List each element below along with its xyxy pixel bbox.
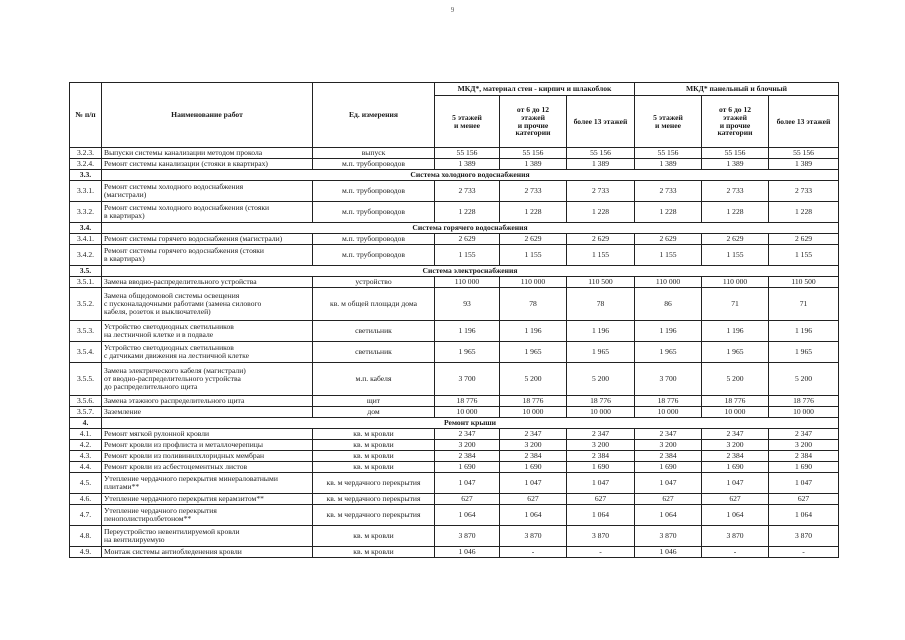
price-cell: 1 228	[435, 202, 500, 223]
unit-of-measure: м.п. кабеля	[313, 363, 435, 396]
row-number: 3.5.	[70, 266, 102, 277]
price-cell: 2 384	[769, 451, 839, 462]
price-cell: 2 347	[769, 429, 839, 440]
price-cell: 18 776	[500, 396, 567, 407]
price-cell: 1 690	[500, 462, 567, 473]
price-cell: 2 629	[500, 234, 567, 245]
row-number: 4.9.	[70, 547, 102, 558]
work-name: Переустройство невентилируемой кровли на вентилируемую	[102, 526, 313, 547]
price-cell: 10 000	[635, 407, 702, 418]
table-row	[70, 429, 839, 440]
price-cell: 2 384	[567, 451, 635, 462]
price-cell: 1 389	[567, 159, 635, 170]
header-name: Наименование работ	[102, 83, 313, 148]
row-number: 3.3.	[70, 170, 102, 181]
price-cell: 5 200	[769, 363, 839, 396]
price-cell: 1 155	[567, 245, 635, 266]
work-name: Ремонт системы холодного водоснабжения (стояки в квартирах)	[102, 202, 313, 223]
price-cell: 1 047	[635, 473, 702, 494]
price-cell: 10 000	[702, 407, 769, 418]
work-name: Заземление	[102, 407, 313, 418]
price-cell: 110 000	[635, 277, 702, 288]
section-title: Система электроснабжения	[102, 266, 839, 277]
row-number: 4.	[70, 418, 102, 429]
price-cell: 71	[702, 288, 769, 321]
price-cell: 18 776	[567, 396, 635, 407]
row-number: 3.5.1.	[70, 277, 102, 288]
price-cell: 1 064	[567, 505, 635, 526]
work-name: Устройство светодиодных светильников на лестничной клетке и в подвале	[102, 321, 313, 342]
price-cell: 1 047	[769, 473, 839, 494]
work-name: Утепление чердачного перекрытия керамзитом**	[102, 494, 313, 505]
header-sub-5: от 6 до 12 этажей и прочие категории	[702, 96, 769, 148]
price-cell: 1 965	[769, 342, 839, 363]
unit-of-measure: кв. м чердачного перекрытия	[313, 473, 435, 494]
table-row	[70, 547, 839, 558]
table-row	[70, 462, 839, 473]
work-name: Ремонт системы холодного водоснабжения (магистрали)	[102, 181, 313, 202]
table-row	[70, 407, 839, 418]
work-name: Замена электрического кабеля (магистрали) от вводно-распределительного устройства до распределительного щита	[102, 363, 313, 396]
price-cell: 5 200	[567, 363, 635, 396]
row-number: 3.2.4.	[70, 159, 102, 170]
table-row	[70, 526, 839, 547]
price-cell: 1 155	[702, 245, 769, 266]
price-cell: 3 870	[702, 526, 769, 547]
price-cell: 1 064	[435, 505, 500, 526]
row-number: 4.1.	[70, 429, 102, 440]
price-cell: 1 389	[702, 159, 769, 170]
price-cell: -	[702, 547, 769, 558]
table-row	[70, 245, 839, 266]
work-name: Монтаж системы антиобледенения кровли	[102, 547, 313, 558]
price-cell: 2 347	[567, 429, 635, 440]
price-cell: 55 156	[567, 148, 635, 159]
header-sub-2: от 6 до 12 этажей и прочие категории	[500, 96, 567, 148]
table-row	[70, 234, 839, 245]
price-cell: 18 776	[702, 396, 769, 407]
page-number: 9	[450, 6, 455, 14]
price-cell: 1 389	[769, 159, 839, 170]
row-number: 3.3.1.	[70, 181, 102, 202]
price-cell: 2 733	[702, 181, 769, 202]
price-cell: 627	[769, 494, 839, 505]
price-cell: 3 200	[435, 440, 500, 451]
unit-of-measure: дом	[313, 407, 435, 418]
price-cell: -	[567, 547, 635, 558]
work-name: Ремонт кровли из поливинилхлоридных мембран	[102, 451, 313, 462]
row-number: 4.8.	[70, 526, 102, 547]
price-cell: 55 156	[702, 148, 769, 159]
price-cell: 1 690	[702, 462, 769, 473]
price-cell: 1 228	[769, 202, 839, 223]
price-cell: 3 700	[635, 363, 702, 396]
price-cell: 2 733	[769, 181, 839, 202]
unit-of-measure: выпуск	[313, 148, 435, 159]
work-name: Ремонт мягкой рулонной кровли	[102, 429, 313, 440]
table-header	[70, 83, 839, 148]
price-cell: 1 389	[435, 159, 500, 170]
price-cell: 3 870	[769, 526, 839, 547]
price-cell: 1 228	[567, 202, 635, 223]
price-cell: 3 870	[435, 526, 500, 547]
row-number: 4.2.	[70, 440, 102, 451]
work-name: Устройство светодиодных светильников с датчиками движения на лестничной клетке	[102, 342, 313, 363]
table-row	[70, 288, 839, 321]
price-cell: 1 196	[435, 321, 500, 342]
work-name: Замена этажного распределительного щита	[102, 396, 313, 407]
price-cell: 1 196	[769, 321, 839, 342]
price-cell: 1 389	[500, 159, 567, 170]
price-cell: 1 690	[567, 462, 635, 473]
row-number: 3.2.3.	[70, 148, 102, 159]
price-cell: 110 000	[702, 277, 769, 288]
price-cell: 2 733	[500, 181, 567, 202]
price-cell: 1 064	[769, 505, 839, 526]
price-cell: 10 000	[567, 407, 635, 418]
price-cell: 3 200	[500, 440, 567, 451]
work-name: Ремонт системы горячего водоснабжения (стояки в квартирах)	[102, 245, 313, 266]
price-cell: 5 200	[702, 363, 769, 396]
unit-of-measure: м.п. трубопроводов	[313, 159, 435, 170]
work-name: Утепление чердачного перекрытия пенополистиролбетоном**	[102, 505, 313, 526]
price-cell: 71	[769, 288, 839, 321]
header-sub-4: 5 этажей и менее	[635, 96, 702, 148]
row-number: 3.4.1.	[70, 234, 102, 245]
price-cell: 55 156	[500, 148, 567, 159]
price-cell: 2 384	[635, 451, 702, 462]
unit-of-measure: светильник	[313, 342, 435, 363]
price-cell: 3 870	[635, 526, 702, 547]
price-cell: 3 200	[635, 440, 702, 451]
price-cell: 110 500	[567, 277, 635, 288]
header-unit: Ед. измерения	[313, 83, 435, 148]
table-row	[70, 473, 839, 494]
price-table	[69, 82, 839, 558]
unit-of-measure: кв. м кровли	[313, 451, 435, 462]
price-cell: 10 000	[500, 407, 567, 418]
price-cell: 2 629	[769, 234, 839, 245]
price-cell: 10 000	[769, 407, 839, 418]
header-sub-1: 5 этажей и менее	[435, 96, 500, 148]
header-num: № п/п	[70, 83, 102, 148]
unit-of-measure: кв. м кровли	[313, 462, 435, 473]
price-cell: 1 228	[702, 202, 769, 223]
table-row	[70, 321, 839, 342]
price-cell: 2 733	[567, 181, 635, 202]
price-cell: 2 347	[435, 429, 500, 440]
price-cell: 3 870	[500, 526, 567, 547]
table-row	[70, 440, 839, 451]
price-cell: 1 196	[500, 321, 567, 342]
price-cell: 2 629	[702, 234, 769, 245]
price-cell: 3 870	[567, 526, 635, 547]
row-number: 4.3.	[70, 451, 102, 462]
price-cell: 1 690	[769, 462, 839, 473]
price-cell: 3 200	[702, 440, 769, 451]
table-row	[70, 396, 839, 407]
section-row	[70, 170, 839, 181]
price-cell: 10 000	[435, 407, 500, 418]
row-number: 3.5.6.	[70, 396, 102, 407]
unit-of-measure: м.п. трубопроводов	[313, 181, 435, 202]
section-title: Ремонт крыши	[102, 418, 839, 429]
price-cell: 1 228	[635, 202, 702, 223]
price-cell: 1 965	[702, 342, 769, 363]
price-cell: 1 047	[567, 473, 635, 494]
price-cell: 1 690	[635, 462, 702, 473]
price-cell: 1 064	[635, 505, 702, 526]
row-number: 4.6.	[70, 494, 102, 505]
price-cell: -	[500, 547, 567, 558]
work-name: Ремонт кровли из асбестоцементных листов	[102, 462, 313, 473]
unit-of-measure: кв. м общей площади дома	[313, 288, 435, 321]
price-cell: 1 064	[702, 505, 769, 526]
unit-of-measure: кв. м кровли	[313, 526, 435, 547]
price-cell: 18 776	[435, 396, 500, 407]
work-name: Замена вводно-распределительного устройства	[102, 277, 313, 288]
unit-of-measure: кв. м кровли	[313, 440, 435, 451]
price-cell: 1 046	[635, 547, 702, 558]
price-cell: 1 228	[500, 202, 567, 223]
unit-of-measure: щит	[313, 396, 435, 407]
price-cell: 55 156	[635, 148, 702, 159]
work-name: Ремонт кровли из профлиста и металлочерепицы	[102, 440, 313, 451]
price-cell: 2 347	[635, 429, 702, 440]
price-cell: 1 155	[435, 245, 500, 266]
work-name: Утепление чердачного перекрытия минераловатными плитами**	[102, 473, 313, 494]
table-row	[70, 159, 839, 170]
price-cell: 1 965	[635, 342, 702, 363]
unit-of-measure: кв. м чердачного перекрытия	[313, 494, 435, 505]
price-cell: 2 384	[702, 451, 769, 462]
price-cell: -	[769, 547, 839, 558]
price-cell: 1 155	[500, 245, 567, 266]
row-number: 4.4.	[70, 462, 102, 473]
price-cell: 55 156	[769, 148, 839, 159]
price-cell: 86	[635, 288, 702, 321]
price-cell: 2 384	[435, 451, 500, 462]
table-row	[70, 181, 839, 202]
price-cell: 1 046	[435, 547, 500, 558]
header-group-brick: МКД*, материал стен - кирпич и шлакоблок	[435, 83, 635, 96]
header-sub-6: более 13 этажей	[769, 96, 839, 148]
section-title: Система горячего водоснабжения	[102, 223, 839, 234]
price-cell: 627	[435, 494, 500, 505]
price-cell: 2 629	[635, 234, 702, 245]
table-row	[70, 451, 839, 462]
row-number: 3.5.4.	[70, 342, 102, 363]
unit-of-measure: кв. м кровли	[313, 429, 435, 440]
price-cell: 2 629	[567, 234, 635, 245]
price-cell: 3 200	[769, 440, 839, 451]
table-row	[70, 505, 839, 526]
price-cell: 78	[567, 288, 635, 321]
work-name: Выпуски системы канализации методом прокола	[102, 148, 313, 159]
price-cell: 110 000	[435, 277, 500, 288]
row-number: 3.3.2.	[70, 202, 102, 223]
price-cell: 55 156	[435, 148, 500, 159]
price-cell: 3 200	[567, 440, 635, 451]
price-cell: 3 700	[435, 363, 500, 396]
row-number: 3.5.2.	[70, 288, 102, 321]
table-row	[70, 277, 839, 288]
work-name: Замена общедомовой системы освещения с пусконаладочными работами (замена силового кабеля, розеток и выключателей)	[102, 288, 313, 321]
price-cell: 110 500	[769, 277, 839, 288]
work-name: Ремонт системы горячего водоснабжения (магистрали)	[102, 234, 313, 245]
row-number: 3.5.3.	[70, 321, 102, 342]
price-cell: 18 776	[769, 396, 839, 407]
row-number: 3.4.2.	[70, 245, 102, 266]
table-row	[70, 148, 839, 159]
row-number: 4.7.	[70, 505, 102, 526]
work-name: Ремонт системы канализации (стояки в квартирах)	[102, 159, 313, 170]
price-cell: 1 196	[635, 321, 702, 342]
price-cell: 627	[567, 494, 635, 505]
price-cell: 18 776	[635, 396, 702, 407]
section-row	[70, 418, 839, 429]
unit-of-measure: м.п. трубопроводов	[313, 234, 435, 245]
price-cell: 1 155	[769, 245, 839, 266]
section-row	[70, 223, 839, 234]
price-cell: 2 347	[702, 429, 769, 440]
table-body	[70, 148, 839, 558]
price-cell: 1 965	[500, 342, 567, 363]
price-cell: 1 047	[702, 473, 769, 494]
unit-of-measure: м.п. трубопроводов	[313, 202, 435, 223]
price-cell: 1 965	[435, 342, 500, 363]
table-row	[70, 202, 839, 223]
price-cell: 1 389	[635, 159, 702, 170]
table-row	[70, 363, 839, 396]
price-cell: 93	[435, 288, 500, 321]
row-number: 4.5.	[70, 473, 102, 494]
price-cell: 2 347	[500, 429, 567, 440]
price-cell: 1 047	[435, 473, 500, 494]
table-row	[70, 342, 839, 363]
unit-of-measure: устройство	[313, 277, 435, 288]
header-group-panel: МКД* панельный и блочный	[635, 83, 839, 96]
section-title: Система холодного водоснабжения	[102, 170, 839, 181]
price-cell: 1 155	[635, 245, 702, 266]
price-cell: 1 064	[500, 505, 567, 526]
price-cell: 2 733	[435, 181, 500, 202]
price-cell: 110 000	[500, 277, 567, 288]
row-number: 3.4.	[70, 223, 102, 234]
row-number: 3.5.5.	[70, 363, 102, 396]
header-sub-3: более 13 этажей	[567, 96, 635, 148]
row-number: 3.5.7.	[70, 407, 102, 418]
price-cell: 1 690	[435, 462, 500, 473]
section-row	[70, 266, 839, 277]
price-cell: 2 733	[635, 181, 702, 202]
price-cell: 78	[500, 288, 567, 321]
price-cell: 2 384	[500, 451, 567, 462]
price-cell: 1 196	[567, 321, 635, 342]
price-cell: 5 200	[500, 363, 567, 396]
unit-of-measure: м.п. трубопроводов	[313, 245, 435, 266]
price-cell: 627	[702, 494, 769, 505]
unit-of-measure: кв. м чердачного перекрытия	[313, 505, 435, 526]
unit-of-measure: светильник	[313, 321, 435, 342]
price-cell: 1 965	[567, 342, 635, 363]
price-cell: 2 629	[435, 234, 500, 245]
unit-of-measure: кв. м кровли	[313, 547, 435, 558]
price-cell: 1 196	[702, 321, 769, 342]
price-cell: 627	[500, 494, 567, 505]
price-cell: 627	[635, 494, 702, 505]
price-cell: 1 047	[500, 473, 567, 494]
table-row	[70, 494, 839, 505]
